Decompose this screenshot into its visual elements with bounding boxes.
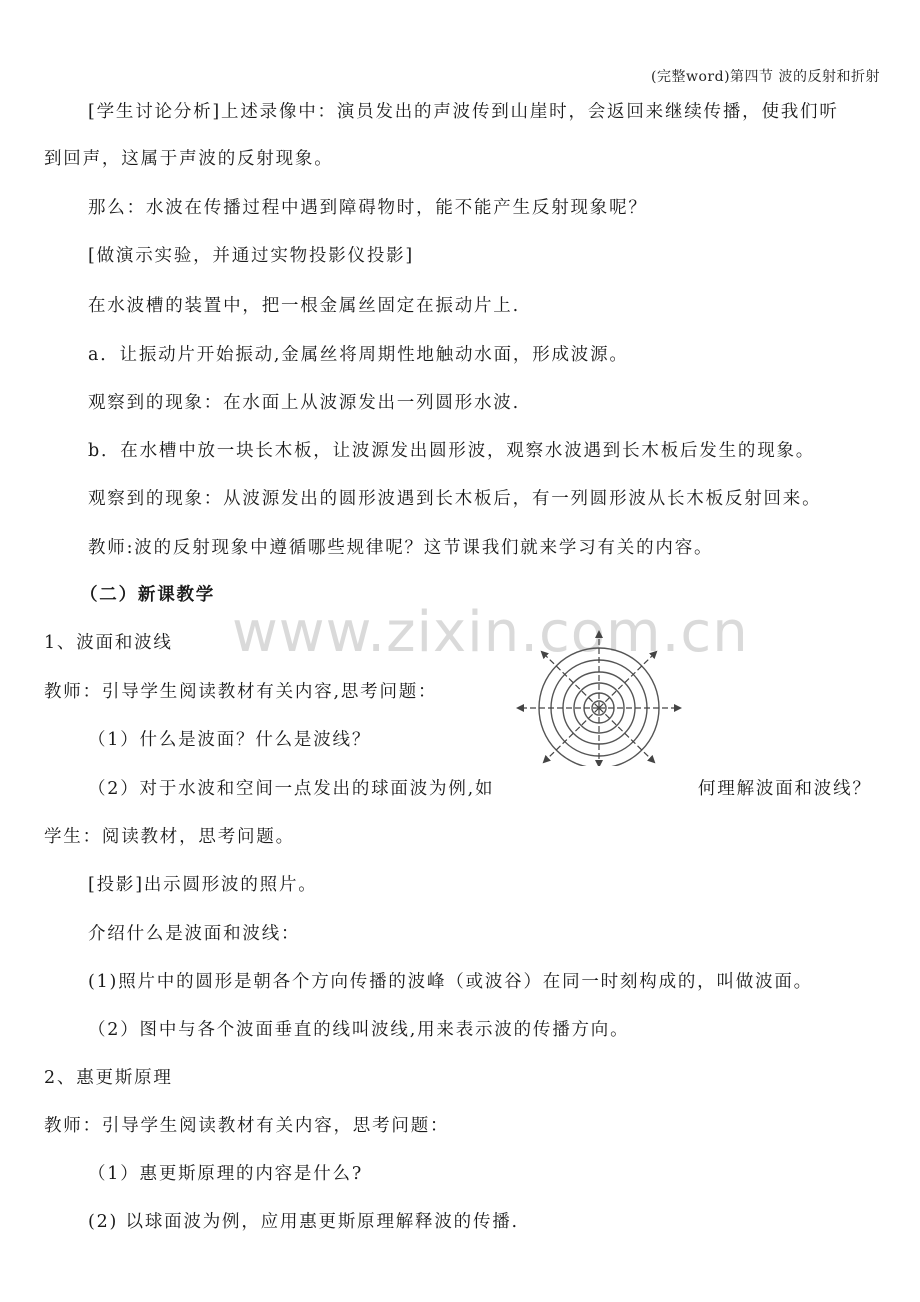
paragraph-line: a．让振动片开始振动,金属丝将周期性地触动水面，形成波源。 [88,345,629,365]
paragraph-line: (2) 以球面波为例，应用惠更斯原理解释波的传播. [88,1212,519,1232]
paragraph-line: [做演示实验，并通过实物投影仪投影] [88,246,415,266]
paragraph-line: 观察到的现象：从波源发出的圆形波遇到长木板后，有一列圆形波从长木板反射回来。 [88,489,822,509]
paragraph-line: 观察到的现象：在水面上从波源发出一列圆形水波. [88,393,520,413]
paragraph-line: [投影]出示圆形波的照片。 [88,875,318,895]
paragraph-line: [学生讨论分析]上述录像中：演员发出的声波传到山崖时，会返回来继续传播，使我们听 [88,102,839,122]
paragraph-line: (1)照片中的圆形是朝各个方向传播的波峰（或波谷）在同一时刻构成的，叫做波面。 [88,972,813,992]
paragraph-line: （2）对于水波和空间一点发出的球面波为例,如 [88,779,495,799]
subsection-heading: 2、惠更斯原理 [44,1068,173,1088]
page-header: (完整word)第四节 波的反射和折射 [651,69,880,85]
paragraph-line-continued: 何理解波面和波线？ [698,779,872,799]
watermark: www.zixin.com.cn [232,600,749,665]
paragraph-line: 介绍什么是波面和波线： [88,924,301,944]
paragraph-line: 教师：引导学生阅读教材有关内容,思考问题： [44,682,438,702]
paragraph-line: 教师：引导学生阅读教材有关内容，思考问题： [44,1116,450,1136]
paragraph-line: （1）惠更斯原理的内容是什么? [88,1164,364,1184]
wavefront-diagram [516,630,682,766]
paragraph-line: b．在水槽中放一块长木板，让波源发出圆形波，观察水波遇到长木板后发生的现象。 [88,441,816,461]
paragraph-line: 教师:波的反射现象中遵循哪些规律呢？这节课我们就来学习有关的内容。 [88,538,714,558]
paragraph-line: 到回声，这属于声波的反射现象。 [44,149,334,169]
section-heading: （二）新课教学 [80,585,216,605]
paragraph-line: （1）什么是波面？什么是波线？ [88,730,372,750]
paragraph-line: 那么：水波在传播过程中遇到障碍物时，能不能产生反射现象呢？ [88,198,648,218]
paragraph-line: 学生：阅读教材，思考问题。 [44,827,295,847]
subsection-heading: 1、波面和波线 [44,633,173,653]
paragraph-line: 在水波槽的装置中，把一根金属丝固定在振动片上. [88,296,520,316]
paragraph-line: （2）图中与各个波面垂直的线叫波线,用来表示波的传播方向。 [88,1020,630,1040]
